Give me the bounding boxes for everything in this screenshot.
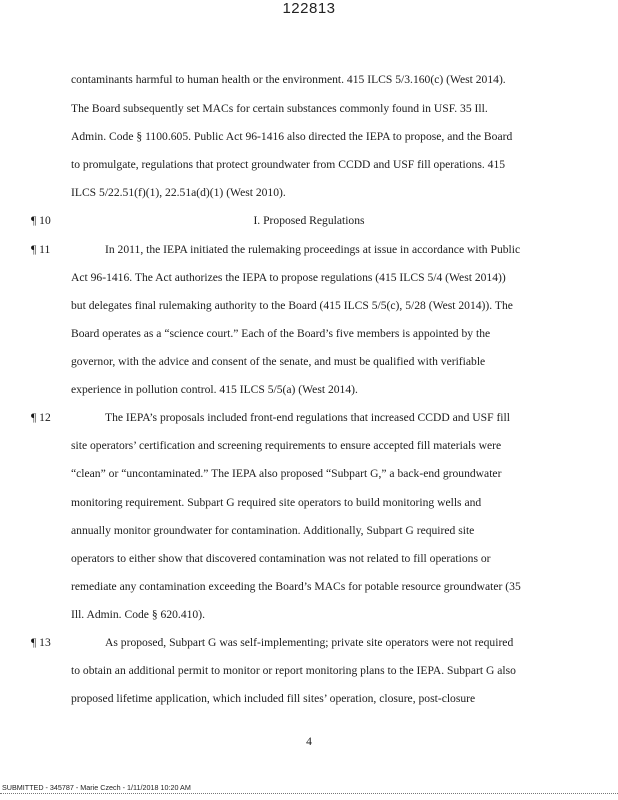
paragraph-number: ¶ 10 (31, 214, 51, 227)
page-number: 4 (306, 735, 312, 748)
submission-stamp: SUBMITTED - 345787 - Marie Czech - 1/11/2018 10:20 AM (2, 783, 191, 792)
section-heading: I. Proposed Regulations (253, 214, 365, 227)
document-number: 122813 (282, 0, 336, 17)
paragraph-number: ¶ 13 (31, 636, 51, 649)
text-line: ILCS 5/22.51(f)(1), 22.51a(d)(1) (West 2010). (71, 186, 286, 199)
text-line: operators to either show that discovered contamination was not related to fill operations or (71, 552, 491, 565)
text-line: Admin. Code § 1100.605. Public Act 96-1416 also directed the IEPA to propose, and the Board (71, 130, 513, 143)
text-line: Board operates as a “science court.” Each of the Board’s five members is appointed by the (71, 327, 491, 340)
text-line: Ill. Admin. Code § 620.410). (71, 608, 205, 621)
text-line: contaminants harmful to human health or the environment. 415 ILCS 5/3.160(c) (West 2014). (71, 73, 506, 86)
text-line: to promulgate, regulations that protect groundwater from CCDD and USF fill operations. 415 (71, 158, 506, 171)
text-line: Act 96-1416. The Act authorizes the IEPA to propose regulations (415 ILCS 5/4 (West 2014)) (71, 271, 506, 284)
text-line: The IEPA’s proposals included front-end regulations that increased CCDD and USF fill (105, 411, 510, 424)
text-line: remediate any contamination exceeding the Board’s MACs for potable resource groundwater (35 (71, 580, 521, 593)
text-line: monitoring requirement. Subpart G required site operators to build monitoring wells and (71, 496, 482, 509)
text-line: to obtain an additional permit to monitor or report monitoring plans to the IEPA. Subpart G also (71, 664, 516, 677)
footer-divider (0, 793, 618, 795)
text-line: In 2011, the IEPA initiated the rulemaking proceedings at issue in accordance with Public (105, 243, 521, 256)
text-line: The Board subsequently set MACs for certain substances commonly found in USF. 35 Ill. (71, 102, 488, 115)
paragraph-number: ¶ 12 (31, 411, 51, 424)
text-line: governor, with the advice and consent of the senate, and must be qualified with verifiable (71, 355, 486, 368)
text-line: “clean” or “uncontaminated.” The IEPA also proposed “Subpart G,” a back-end groundwater (71, 467, 502, 480)
text-line: site operators’ certification and screening requirements to ensure accepted fill materials were (71, 439, 502, 452)
text-line: experience in pollution control. 415 ILCS 5/5(a) (West 2014). (71, 383, 358, 396)
text-line: but delegates final rulemaking authority to the Board (415 ILCS 5/5(c), 5/28 (West 2014)). The (71, 299, 513, 312)
text-line: proposed lifetime application, which included fill sites’ operation, closure, post-closure (71, 692, 476, 705)
paragraph-number: ¶ 11 (31, 243, 51, 256)
text-line: As proposed, Subpart G was self-implementing; private site operators were not required (105, 636, 514, 649)
text-line: annually monitor groundwater for contamination. Additionally, Subpart G required site (71, 524, 475, 537)
